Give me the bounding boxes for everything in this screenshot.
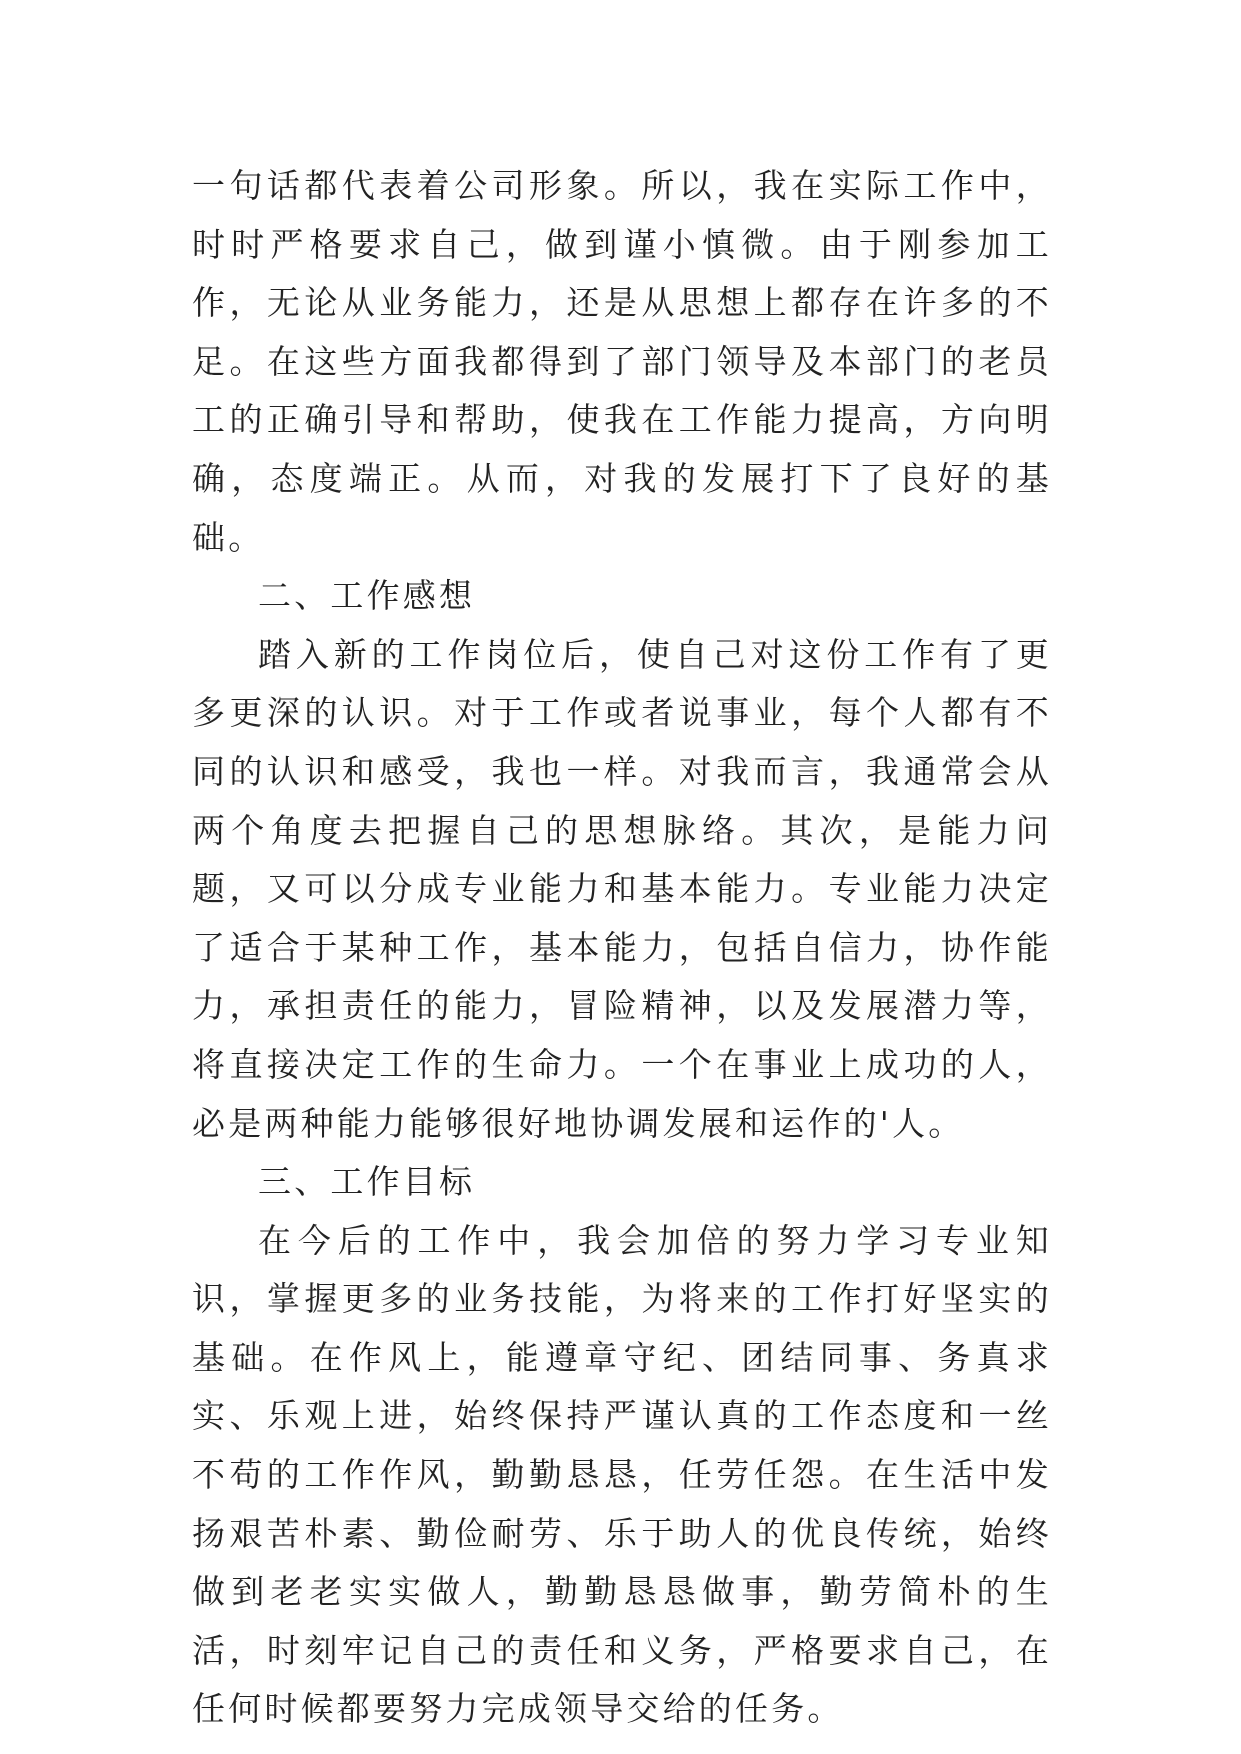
document-body (192, 157, 1052, 1739)
paragraph-work-thoughts: 踏入新的工作岗位后，使自己对这份工作有了更多更深的认识。对于工作或者说事业，每个人都有不同的认识和感受，我也一样。对我而言，我通常会从两个角度去把握自己的思想脉络。其次，是能力问题，又可以分成专业能力和基本能力。专业能力决定了适合于某种工作，基本能力，包括自信力，协作能力，承担责任的能力，冒险精神，以及发展潜力等，将直接决定工作的生命力。一个在事业上成功的人，必是两种能力能够很好地协调发展和运作的'人。 (192, 634, 1052, 1143)
paragraph-intro-continuation: 一句话都代表着公司形象。所以，我在实际工作中，时时严格要求自己，做到谨小慎微。由于刚参加工作，无论从业务能力，还是从思想上都存在许多的不足。在这些方面我都得到了部门领导及本部门的老员工的正确引导和帮助，使我在工作能力提高，方向明确，态度端正。从而，对我的发展打下了良好的基础。 (192, 166, 1052, 557)
paragraph-work-goals: 在今后的工作中，我会加倍的努力学习专业知识，掌握更多的业务技能，为将来的工作打好坚实的基础。在作风上，能遵章守纪、团结同事、务真求实、乐观上进，始终保持严谨认真的工作态度和一丝不苟的工作作风，勤勤恳恳，任劳任怨。在生活中发扬艰苦朴素、勤俭耐劳、乐于助人的优良传统，始终做到老老实实做人，勤勤恳恳做事，勤劳简朴的生活，时刻牢记自己的责任和义务，严格要求自己，在任何时候都要努力完成领导交给的任务。 (192, 1220, 1052, 1729)
section-heading-work-thoughts: 二、工作感想 (258, 576, 476, 616)
section-heading-work-goals: 三、工作目标 (258, 1162, 476, 1202)
